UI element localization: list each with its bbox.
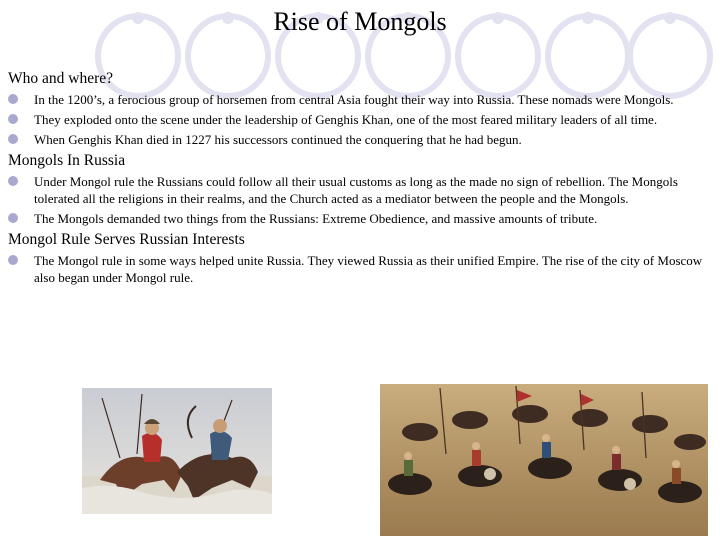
- slide-title: Rise of Mongols: [273, 7, 447, 36]
- section-heading: Mongols In Russia: [8, 152, 126, 169]
- section-who-and-where: [8, 69, 714, 148]
- bullet-text: The Mongols demanded two things from the Russians: Extreme Obedience, and massive amounts of tribute.: [34, 211, 598, 226]
- bullet-item: [8, 111, 714, 128]
- bullet-icon: [8, 94, 18, 104]
- bullet-icon: [8, 176, 18, 186]
- bullet-icon: [8, 134, 18, 144]
- bullet-item: [8, 173, 714, 207]
- bullet-item: [8, 252, 714, 286]
- bullet-item: [8, 131, 714, 148]
- bullet-text: They exploded onto the scene under the leadership of Genghis Khan, one of the most feared military leaders of all time.: [34, 112, 658, 127]
- bullet-text: When Genghis Khan died in 1227 his successors continued the conquering that he had begun.: [34, 132, 522, 147]
- bullet-icon: [8, 213, 18, 223]
- slide-content: [8, 69, 714, 289]
- bullet-item: [8, 210, 714, 227]
- bullet-list: [8, 173, 714, 227]
- section-mongols-in-russia: [8, 151, 714, 227]
- photo-mongol-cavalry-miniatures: [380, 384, 708, 536]
- section-heading: Mongol Rule Serves Russian Interests: [8, 231, 245, 248]
- bullet-icon: [8, 255, 18, 265]
- bullet-text: The Mongol rule in some ways helped unite Russia. They viewed Russia as their unified Empire. The rise of the city of Moscow also began under Mongol rule.: [34, 253, 703, 285]
- bullet-text: In the 1200’s, a ferocious group of horsemen from central Asia fought their way into Russia. These nomads were Mongols.: [34, 92, 674, 107]
- bullet-list: [8, 91, 714, 148]
- bullet-item: [8, 91, 714, 108]
- section-heading: Who and where?: [8, 70, 114, 87]
- section-mongol-rule: [8, 230, 714, 286]
- painting-mongol-horse-archers: [82, 388, 272, 514]
- bullet-text: Under Mongol rule the Russians could follow all their usual customs as long as the made no sign of rebellion. The Mongols tolerated all the religions in their realms, and the Church acted as a mediator between the people and the Mongols.: [34, 174, 678, 206]
- bullet-icon: [8, 114, 18, 124]
- bullet-list: [8, 252, 714, 286]
